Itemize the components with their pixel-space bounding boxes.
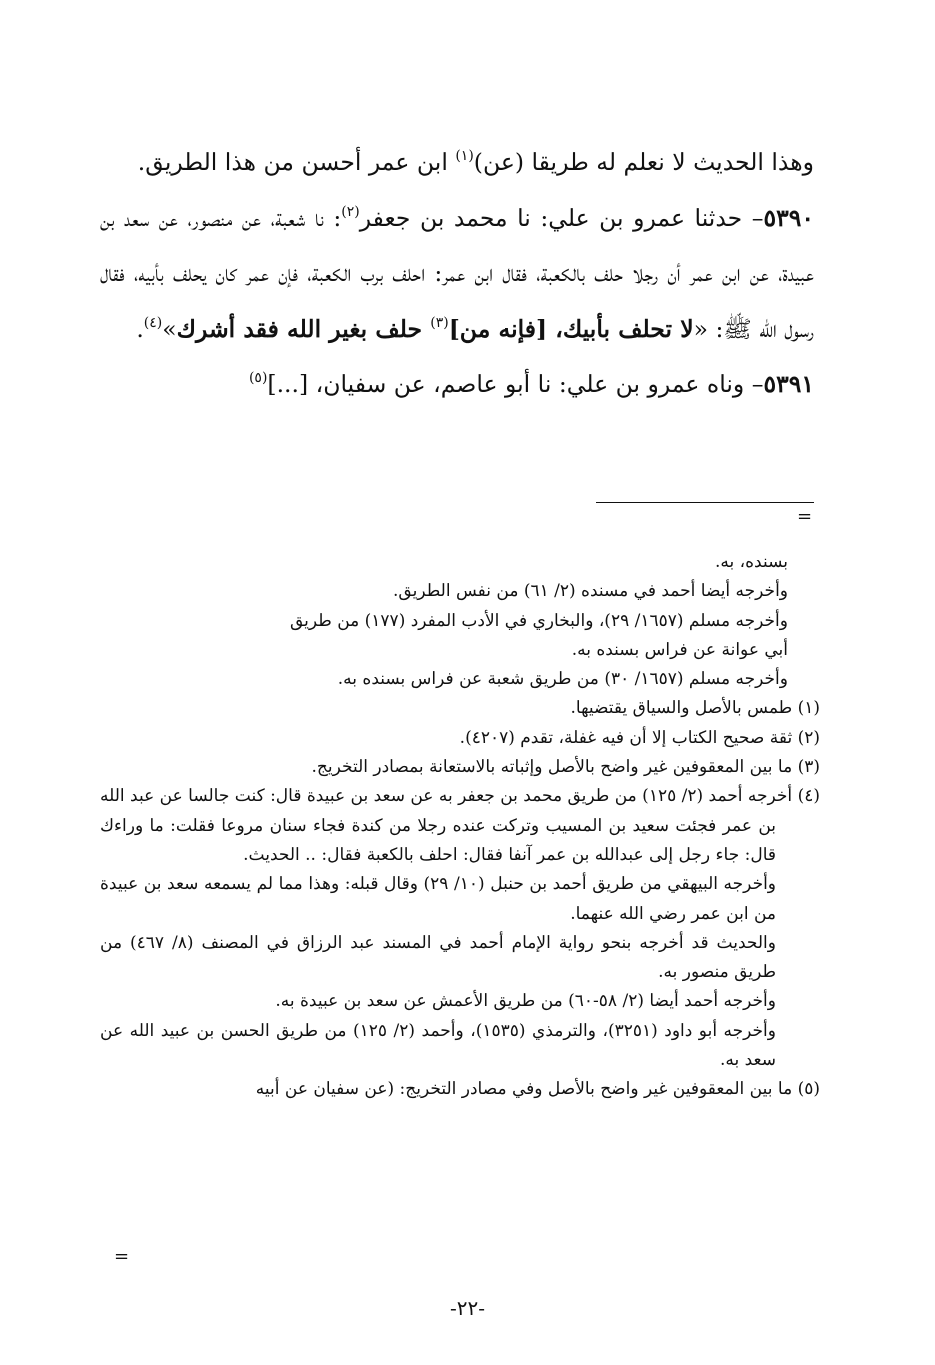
text: : نا شعبة، عن منصور، عن سعد بن عبيدة، عن ابن عمر أن رجلا حلف بالكعبة، فقال ابن عمر: احلف برب الكعبة، فإن عمر كان يحلف بأبيه، فقال رسول الله ﷺ: « [100, 203, 814, 343]
hadith-5390 [100, 191, 814, 358]
text: – وناه عمرو بن علي: نا أبو عاصم، عن سفيان، [...] [267, 370, 764, 398]
hadith-number: ٥٣٩٠ [763, 203, 814, 232]
continuation-mark-top: = [797, 506, 813, 527]
text: – حدثنا عمرو بن علي: نا محمد بن جعفر [359, 203, 764, 232]
page-number: -٢٢- [449, 1296, 485, 1320]
footnote-ref: (٢) [341, 203, 360, 220]
text: » [162, 314, 177, 343]
footnote-ref: (٤) [143, 314, 163, 331]
main-text [100, 135, 814, 413]
footnote-3: (٣) ما بين المعقوفين غير واضح بالأصل وإثباته بالاستعانة بمصادر التخريج. [311, 757, 820, 778]
text: . [136, 314, 144, 343]
footnote-5: (٥) ما بين المعقوفين غير واضح بالأصل وفي مصادر التخريج: (عن سفيان عن أبيه [255, 1079, 820, 1100]
footnote-continuation: وأخرجه مسلم (١٦٥٧/ ٣٠) من طريق شعبة عن فراس بسنده به. [337, 669, 788, 690]
footnote-4-line: والحديث قد أخرجه بنحو رواية الإمام أحمد في المسند عبد الرزاق في المصنف (٨/ ٤٦٧) من طريق منصور به. [100, 932, 776, 983]
footnotes [100, 548, 820, 1105]
footnote-continuation: وأخرجه أيضا أحمد في مسنده (٢/ ٦١) من نفس الطريق. [393, 581, 788, 602]
footnote-4-line: وأخرجه أبو داود (٣٢٥١)، والترمذي (١٥٣٥)، وأحمد (٢/ ١٢٥) من طريق الحسن بن عبيد الله عن سعد به. [100, 1020, 776, 1071]
footnote-ref: (٥) [248, 370, 268, 386]
paragraph-intro [100, 135, 814, 191]
footnote-4: (٤) أخرجه أحمد (٢/ ١٢٥) من طريق محمد بن جعفر به عن سعد بن عبيدة قال: كنت جالسا عن عبد الله بن عمر فجئت سعيد بن المسيب وتركت عنده رجلا من كندة فجاء سنان مروعا فقلت: ما وراءك قال: جاء رجل إلى عبدالله بن عمر آنفا فقال: احلف بالكعبة فقال: .. الحديث. [100, 786, 820, 865]
footnote-4-line: وأخرجه أحمد أيضا (٢/ ٥٨-٦٠) من طريق الأعمش عن سعد بن عبيدة به. [275, 991, 776, 1012]
continuation-mark-bottom: = [114, 1246, 130, 1267]
text: ابن عمر أحسن من هذا الطريق. [137, 148, 456, 176]
hadith-quote: لا تحلف بأبيك، [فإنه من] [448, 314, 694, 343]
footnote-ref: (٣) [430, 314, 449, 331]
footnote-continuation: وأخرجه مسلم (١٦٥٧/ ٢٩)، والبخاري في الأدب المفرد (١٧٧) من طريق [289, 610, 788, 631]
footnote-ref: (١) [455, 148, 474, 164]
text: وهذا الحديث لا نعلم له طريقا (عن) [473, 148, 814, 176]
footnote-continuation: بسنده، به. [715, 552, 788, 572]
footnote-1: (١) طمس بالأصل والسياق يقتضيها. [570, 698, 820, 719]
hadith-5391 [100, 357, 814, 413]
hadith-quote: حلف بغير الله فقد أشرك [176, 314, 431, 343]
footnote-2: (٢) ثقة صحيح الكتاب إلا أن فيه غفلة، تقدم (٤٢٠٧). [459, 727, 820, 748]
footnote-continuation: أبي عوانة عن فراس بسنده به. [571, 639, 788, 660]
footnote-4-line: وأخرجه البيهقي من طريق أحمد بن حنبل (١٠/ ٢٩) وقال قبله: وهذا مما لم يسمعه سعد بن عبيدة من ابن عمر رضي الله عنهما. [100, 874, 777, 924]
hadith-number: ٥٣٩١ [763, 370, 814, 398]
footnote-separator [596, 502, 814, 503]
